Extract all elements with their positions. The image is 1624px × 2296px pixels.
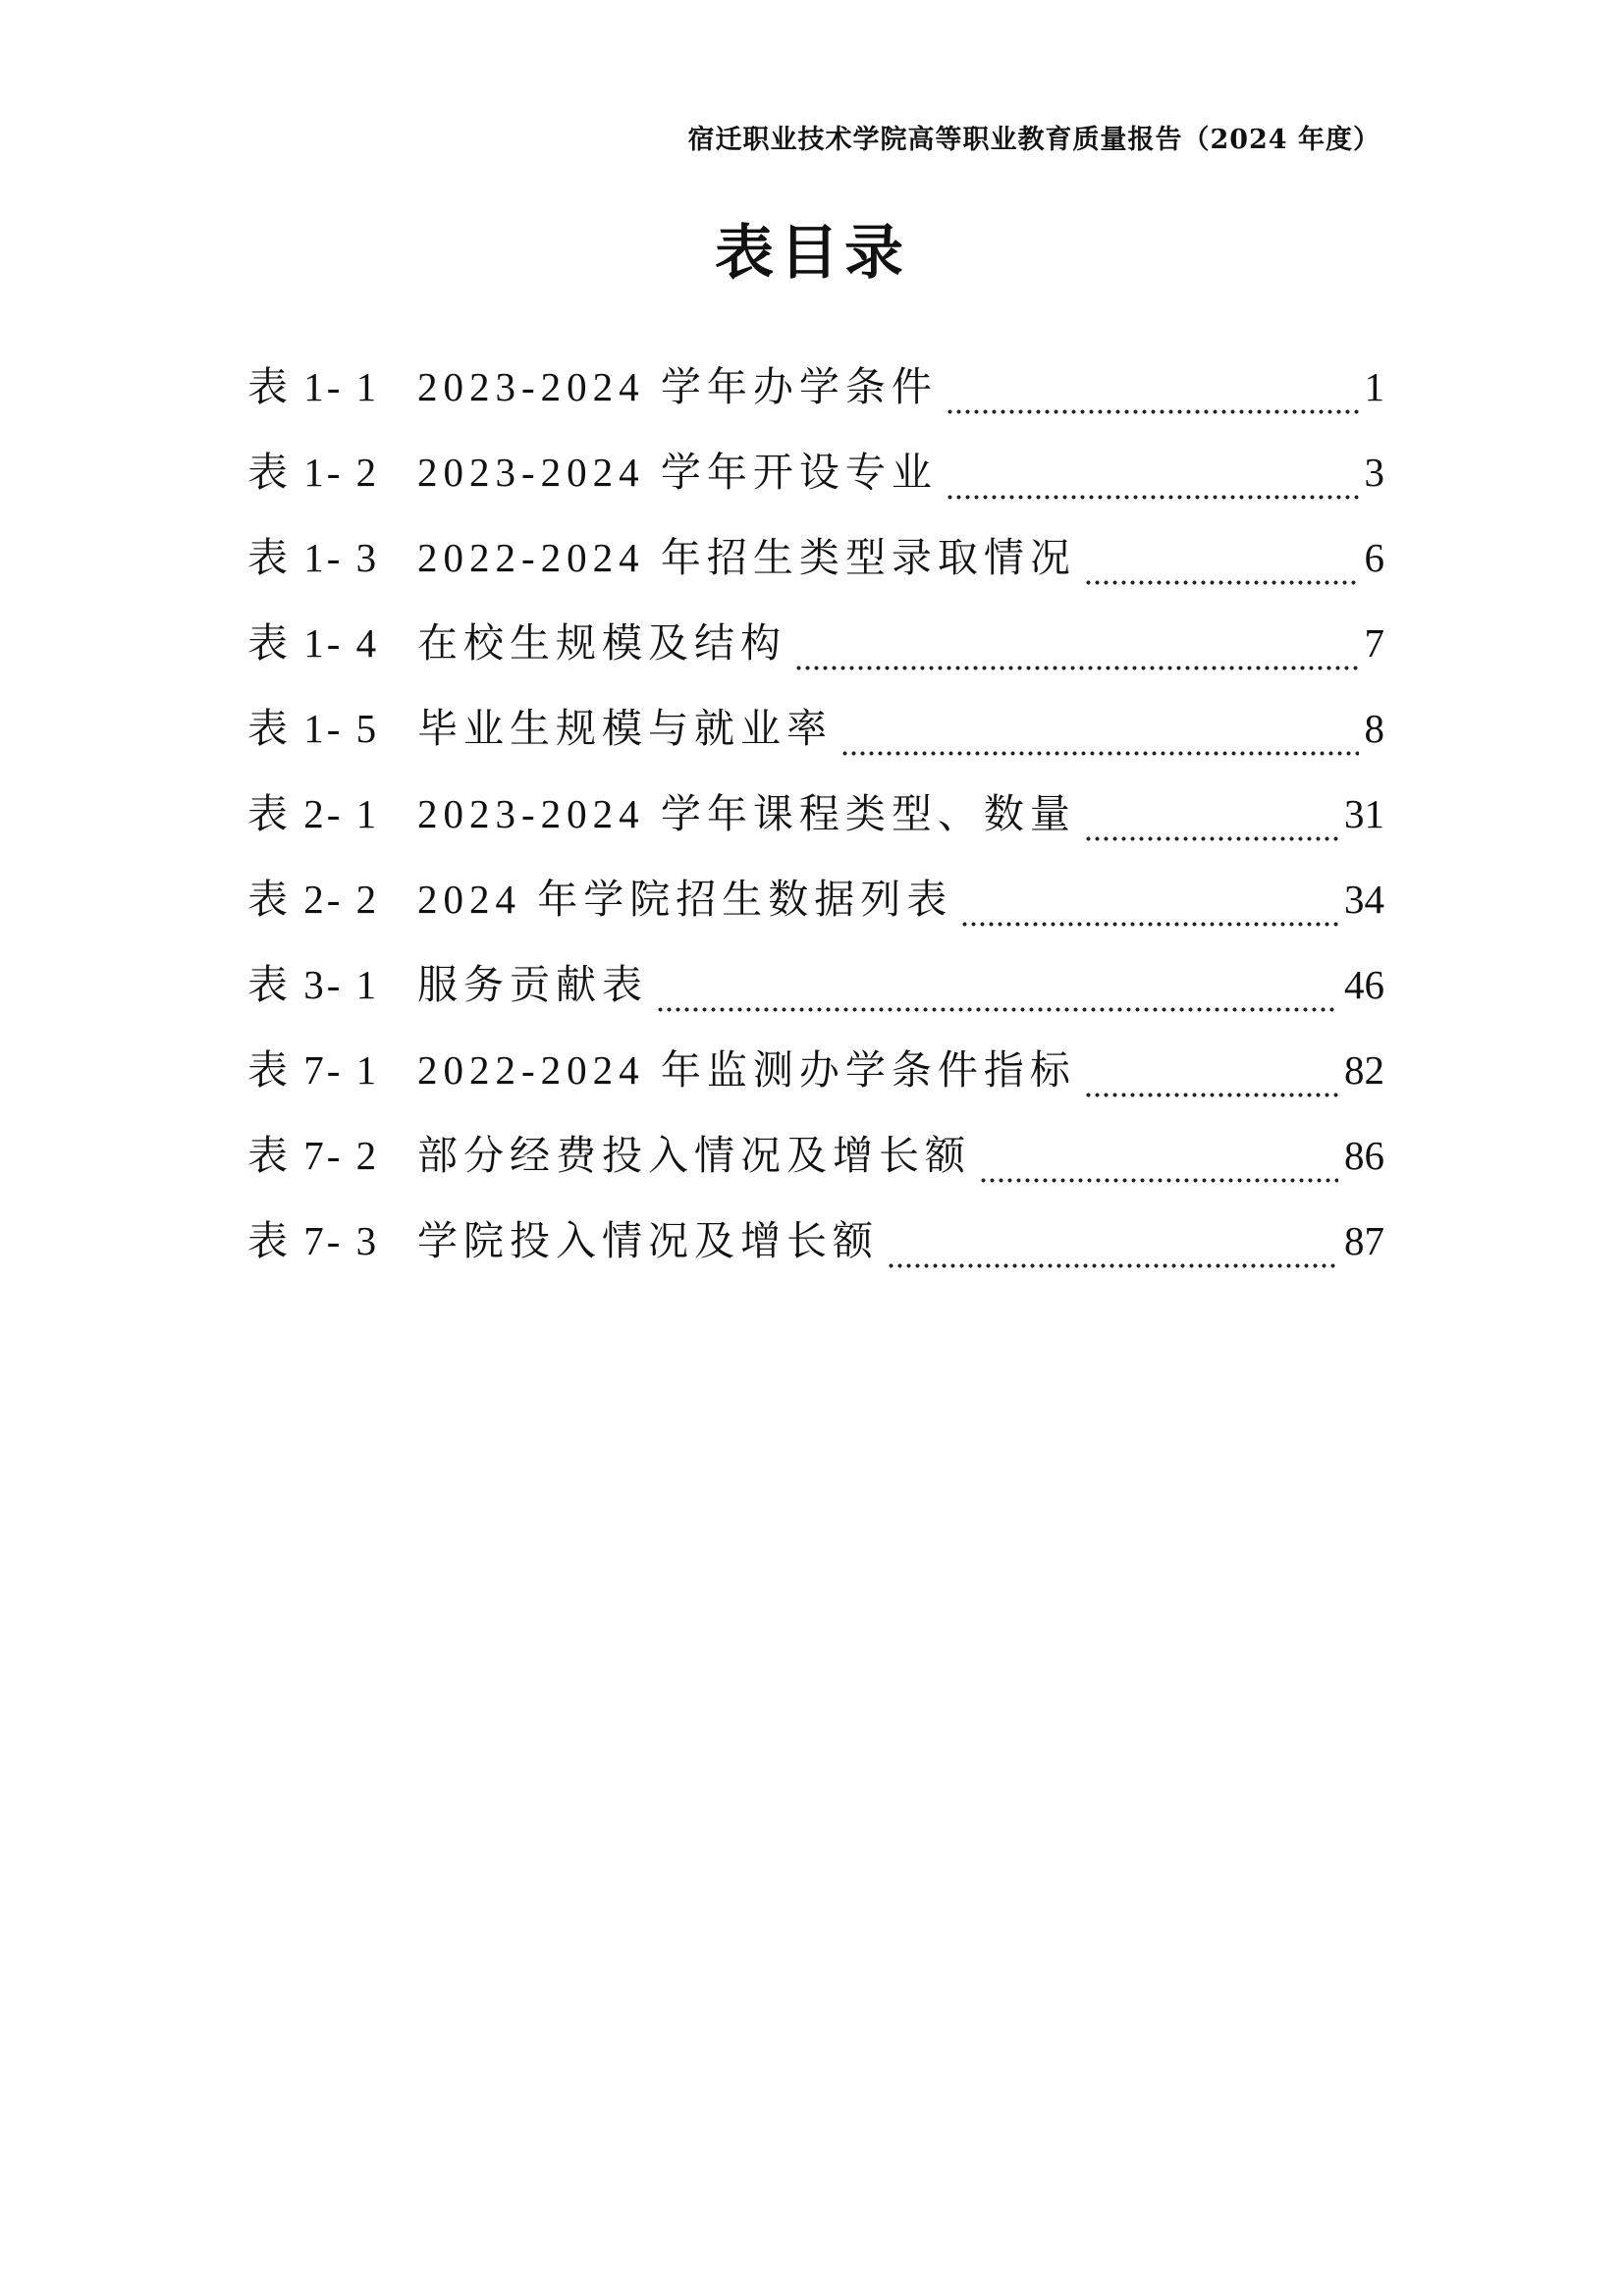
toc-entry-page-number: 82 <box>1344 1047 1384 1093</box>
toc-entry-page-number: 7 <box>1364 620 1384 666</box>
toc-entry[interactable] <box>247 857 1384 942</box>
toc-entry-title: 2023-2024 学年办学条件 <box>417 364 938 409</box>
toc-entry-title: 2022-2024 年监测办学条件指标 <box>417 1047 1076 1093</box>
running-header: 宿迁职业技术学院高等职业教育质量报告（2024 年度） <box>687 125 1380 155</box>
toc-entry-page-number: 31 <box>1344 791 1384 836</box>
toc-entry-label: 表 1- 4 <box>247 620 380 666</box>
toc-entry-label: 表 2- 1 <box>247 791 380 836</box>
dot-leader <box>887 1231 1338 1270</box>
toc-entry-title: 2022-2024 年招生类型录取情况 <box>417 535 1076 580</box>
toc-entry-title: 2023-2024 学年课程类型、数量 <box>417 791 1076 836</box>
toc-entry[interactable] <box>247 942 1384 1028</box>
dot-leader <box>946 377 1359 416</box>
toc-entry-title: 部分经费投入情况及增长额 <box>417 1133 971 1178</box>
toc-entry-label: 表 7- 2 <box>247 1133 380 1178</box>
dot-leader <box>960 889 1338 929</box>
toc-entry-title: 服务贡献表 <box>417 962 648 1007</box>
toc-entry-label: 表 1- 3 <box>247 535 380 580</box>
toc-entry[interactable] <box>247 1028 1384 1113</box>
toc-entry-label: 表 1- 5 <box>247 706 380 751</box>
toc-entry-label: 表 1- 2 <box>247 450 380 495</box>
toc-entry-page-number: 6 <box>1364 535 1384 580</box>
toc-entry-label: 表 2- 2 <box>247 877 380 922</box>
toc-entry-title: 2024 年学院招生数据列表 <box>417 877 953 922</box>
toc-entry-page-number: 87 <box>1344 1218 1384 1263</box>
dot-leader <box>1084 1060 1338 1099</box>
toc-entry-title: 学院投入情况及增长额 <box>417 1218 879 1263</box>
toc-entry-page-number: 3 <box>1364 450 1384 495</box>
toc-entry-label: 表 7- 1 <box>247 1047 380 1093</box>
toc-entry-page-number: 34 <box>1344 877 1384 922</box>
toc-entry-label: 表 3- 1 <box>247 962 380 1007</box>
toc-entry[interactable] <box>247 772 1384 857</box>
dot-leader <box>1084 548 1359 587</box>
toc-entry[interactable] <box>247 345 1384 430</box>
dot-leader <box>979 1146 1338 1185</box>
toc-entry-title: 2023-2024 学年开设专业 <box>417 450 938 495</box>
table-of-figures-list <box>247 345 1384 1284</box>
toc-entry[interactable] <box>247 430 1384 515</box>
toc-entry[interactable] <box>247 1113 1384 1199</box>
toc-entry-page-number: 1 <box>1364 364 1384 409</box>
dot-leader <box>946 462 1359 502</box>
toc-entry-page-number: 86 <box>1344 1133 1384 1178</box>
dot-leader <box>840 719 1359 758</box>
toc-entry[interactable] <box>247 1199 1384 1284</box>
toc-entry-page-number: 46 <box>1344 962 1384 1007</box>
toc-entry-label: 表 1- 1 <box>247 364 380 409</box>
toc-entry-title: 在校生规模及结构 <box>417 620 786 666</box>
toc-entry[interactable] <box>247 601 1384 686</box>
toc-entry-title: 毕业生规模与就业率 <box>417 706 833 751</box>
toc-entry-label: 表 7- 3 <box>247 1218 380 1263</box>
dot-leader <box>794 633 1359 672</box>
toc-entry-page-number: 8 <box>1364 706 1384 751</box>
page-title: 表目录 <box>715 219 909 288</box>
dot-leader <box>656 975 1338 1014</box>
toc-entry[interactable] <box>247 515 1384 601</box>
toc-entry[interactable] <box>247 686 1384 772</box>
dot-leader <box>1084 804 1338 843</box>
